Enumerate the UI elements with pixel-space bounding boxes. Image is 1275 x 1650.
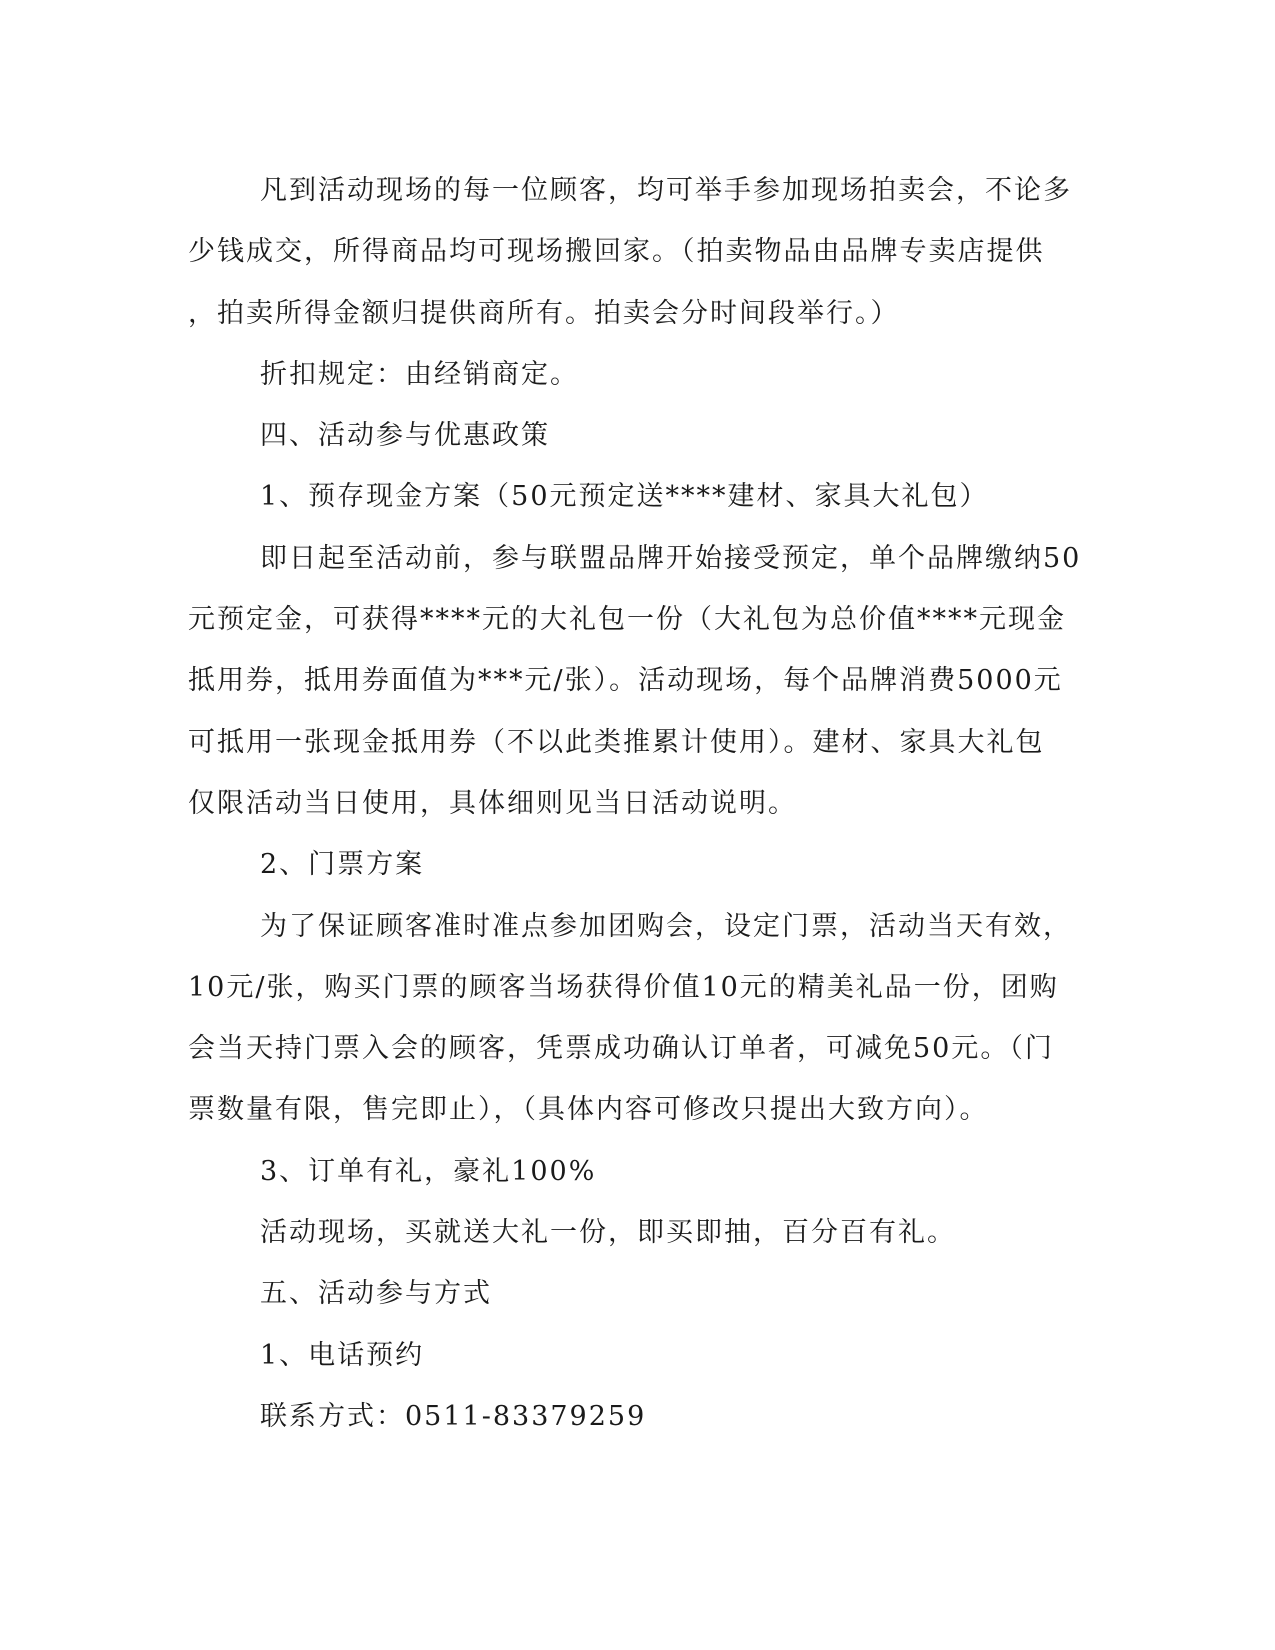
paragraph-discount: 折扣规定：由经销商定。	[260, 358, 579, 390]
document-body	[188, 160, 1082, 1447]
paragraph-prepaid-line-1: 即日起至活动前，参与联盟品牌开始接受预定，单个品牌缴纳50	[260, 542, 1082, 574]
subheading-ticket-plan: 2、门票方案	[260, 849, 425, 881]
section-heading-5: 五、活动参与方式	[260, 1278, 492, 1310]
paragraph-ticket-line-3: 会当天持门票入会的顾客，凭票成功确认订单者，可减免50元。（门	[188, 1033, 1054, 1065]
paragraph-prepaid-line-3: 抵用券，抵用券面值为***元/张）。活动现场，每个品牌消费5000元	[188, 665, 1063, 697]
subheading-phone-booking: 1、电话预约	[260, 1339, 425, 1371]
paragraph-ticket-line-4: 票数量有限，售完即止），（具体内容可修改只提出大致方向）。	[188, 1094, 989, 1126]
paragraph-auction-line-1: 凡到活动现场的每一位顾客，均可举手参加现场拍卖会，不论多	[260, 175, 1072, 206]
paragraph-ticket-line-1: 为了保证顾客准时准点参加团购会，设定门票，活动当天有效，	[260, 910, 1072, 942]
paragraph-prepaid-line-5: 仅限活动当日使用，具体细则见当日活动说明。	[188, 787, 797, 819]
paragraph-ticket-line-2: 10元/张，购买门票的顾客当场获得价值10元的精美礼品一份，团购	[188, 971, 1059, 1003]
paragraph-prepaid-line-4: 可抵用一张现金抵用券（不以此类推累计使用）。建材、家具大礼包	[188, 726, 1045, 758]
section-heading-4: 四、活动参与优惠政策	[260, 420, 550, 452]
paragraph-auction-line-2: 少钱成交，所得商品均可现场搬回家。（拍卖物品由品牌专卖店提供	[188, 236, 1045, 268]
subheading-order-gift: 3、订单有礼，豪礼100%	[260, 1155, 597, 1187]
paragraph-prepaid-line-2: 元预定金，可获得****元的大礼包一份（大礼包为总价值****元现金	[188, 604, 1066, 636]
contact-info: 联系方式：0511-83379259	[260, 1400, 647, 1432]
paragraph-auction-line-3: ，拍卖所得金额归提供商所有。拍卖会分时间段举行。）	[188, 297, 900, 329]
subheading-prepaid-plan: 1、预存现金方案（50元预定送****建材、家具大礼包）	[260, 481, 989, 513]
paragraph-order-gift: 活动现场，买就送大礼一份，即买即抽，百分百有礼。	[260, 1217, 956, 1249]
